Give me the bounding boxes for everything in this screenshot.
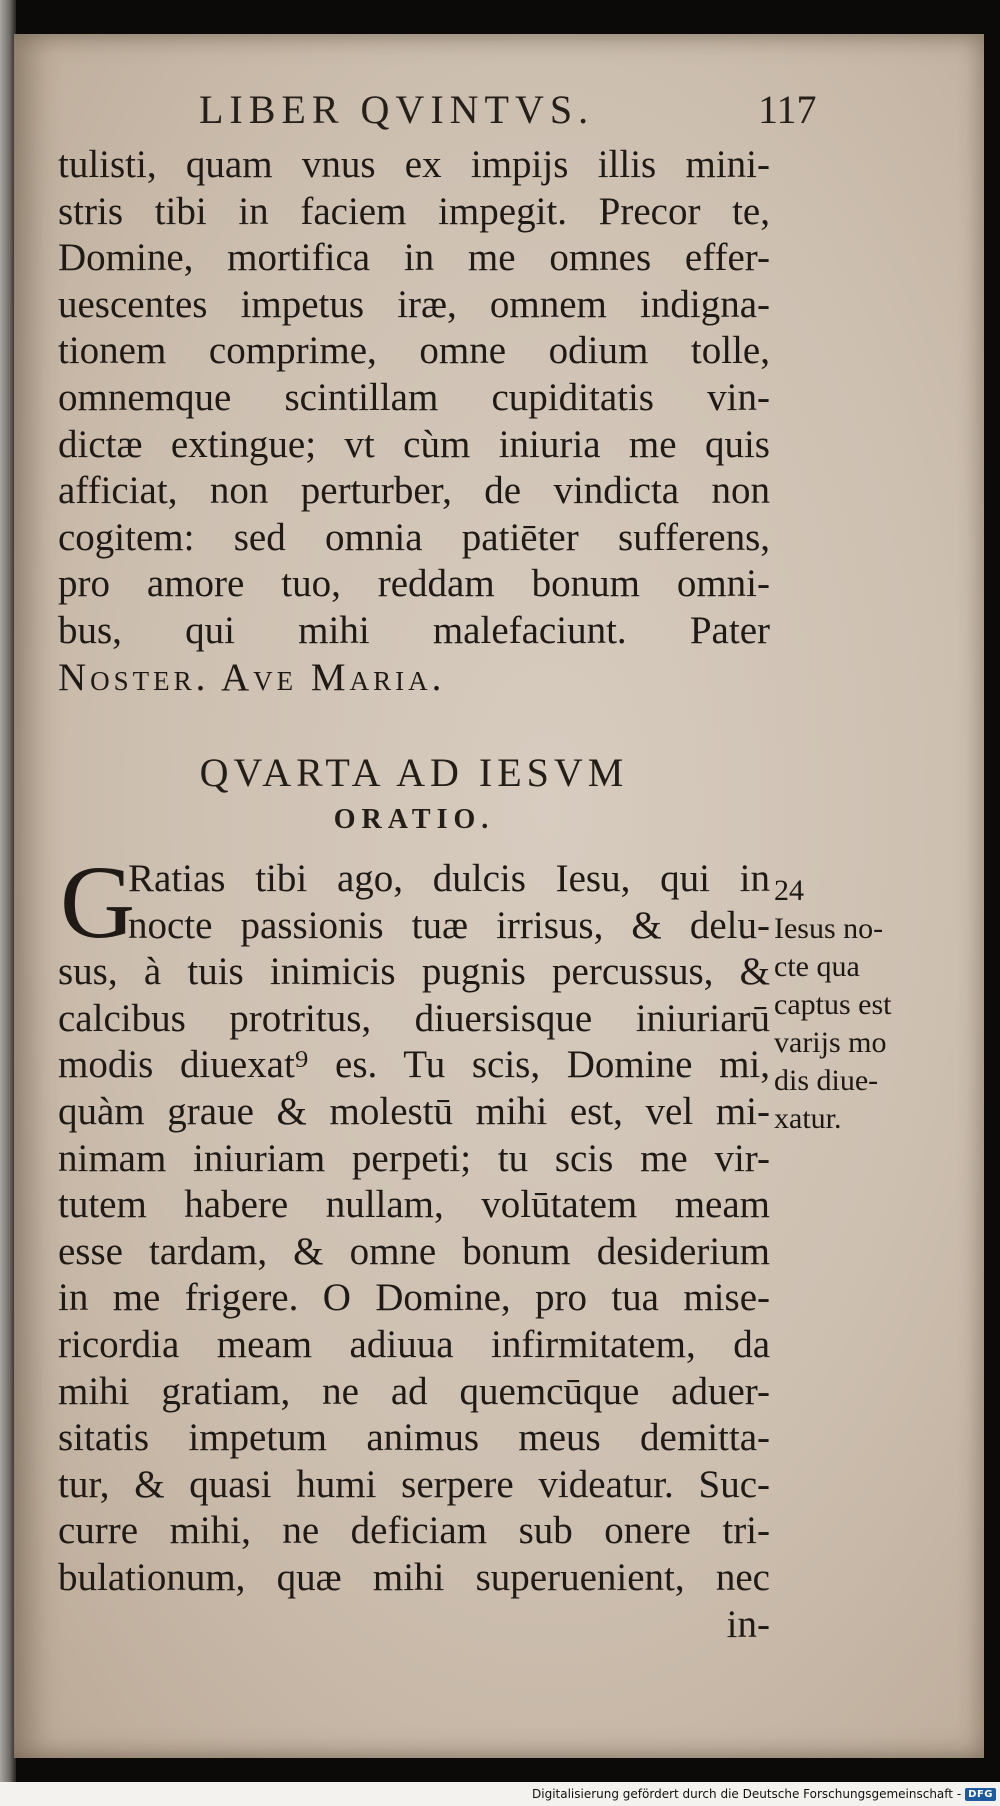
section-heading	[58, 746, 770, 840]
text-line: dictæ extingue; vt cùm iniuria me quis	[58, 422, 770, 466]
digitization-footer	[532, 1784, 996, 1804]
text-line: ricordia meam adiuua infirmitatem, da	[58, 1322, 770, 1366]
dropcap-wrapper	[58, 845, 770, 960]
heading-subtitle: ORATIO.	[333, 804, 495, 835]
text-line: omnemque scintillam cupiditatis vin-	[58, 375, 770, 419]
text-line: tulisti, quam vnus ex impijs illis mini-	[58, 143, 770, 186]
margin-note-line: captus est	[774, 988, 892, 1021]
margin-note	[774, 872, 944, 1138]
text-line: pro amore tuo, reddam bonum omni-	[58, 562, 770, 606]
text-line: bulationum, quæ mihi superuenient, nec	[58, 1555, 770, 1599]
text-line: tionem comprime, omne odium tolle,	[58, 329, 770, 373]
margin-note-line: Iesus no-	[774, 912, 884, 945]
margin-note-line: varijs mo	[774, 1026, 887, 1059]
text-line: esse tardam, & omne bonum desiderium	[58, 1229, 770, 1273]
catchword: in-	[726, 1602, 770, 1646]
prayer-paragraph	[58, 845, 770, 1648]
text-line: Noster. Ave Maria.	[58, 655, 446, 699]
text-line: afficiat, non perturber, de vindicta non	[58, 469, 770, 513]
running-title: LIBER QVINTVS.	[199, 87, 595, 132]
text-line: calcibus protritus, diuersisque iniuriarū	[58, 996, 770, 1040]
margin-note-line: xatur.	[774, 1102, 842, 1135]
footer-credit: Digitalisierung gefördert durch die Deutsche Forschungsgemeinschaft -	[532, 1787, 962, 1801]
text-line: cogitem: sed omnia patiēter sufferens,	[58, 515, 770, 559]
text-line: quàm graue & molestū mihi est, vel mi-	[58, 1089, 770, 1133]
text-line: tutem habere nullam, volūtatem meam	[58, 1183, 770, 1227]
page-number: 117	[758, 87, 817, 132]
text-line: Ratias tibi ago, dulcis Iesu, qui in	[128, 857, 770, 900]
dropcap-letter: G	[60, 845, 136, 960]
dfg-logo: DFG	[965, 1788, 996, 1801]
prayer-ending-paragraph	[58, 142, 770, 701]
page-header	[14, 86, 984, 142]
text-line: modis diuexat⁹ es. Tu scis, Domine mi,	[58, 1043, 770, 1087]
text-line: nocte passionis tuæ irrisus, & delu-	[128, 903, 770, 947]
heading-title: QVARTA AD IESVM	[199, 750, 629, 795]
text-line: bus, qui mihi malefaciunt. Pater	[58, 608, 770, 652]
text-line: sitatis impetum animus meus demitta-	[58, 1416, 770, 1460]
text-line: in me frigere. O Domine, pro tua mise-	[58, 1276, 770, 1320]
text-line: mihi gratiam, ne ad quemcūque aduer-	[58, 1369, 770, 1413]
margin-note-line: 24	[774, 874, 804, 907]
margin-note-line: dis diue-	[774, 1064, 879, 1097]
text-line: curre mihi, ne deficiam sub onere tri-	[58, 1509, 770, 1553]
text-line: uescentes impetus iræ, omnem indigna-	[58, 282, 770, 326]
text-line: sus, à tuis inimicis pugnis percussus, &	[58, 950, 770, 994]
text-line: Domine, mortifica in me omnes effer-	[58, 236, 770, 280]
margin-note-line: cte qua	[774, 950, 860, 983]
text-line: tur, & quasi humi serpere videatur. Suc-	[58, 1462, 770, 1506]
text-line: nimam iniuriam perpeti; tu scis me vir-	[58, 1136, 770, 1180]
book-page	[14, 34, 984, 1758]
text-line: stris tibi in faciem impegit. Precor te,	[58, 189, 770, 233]
